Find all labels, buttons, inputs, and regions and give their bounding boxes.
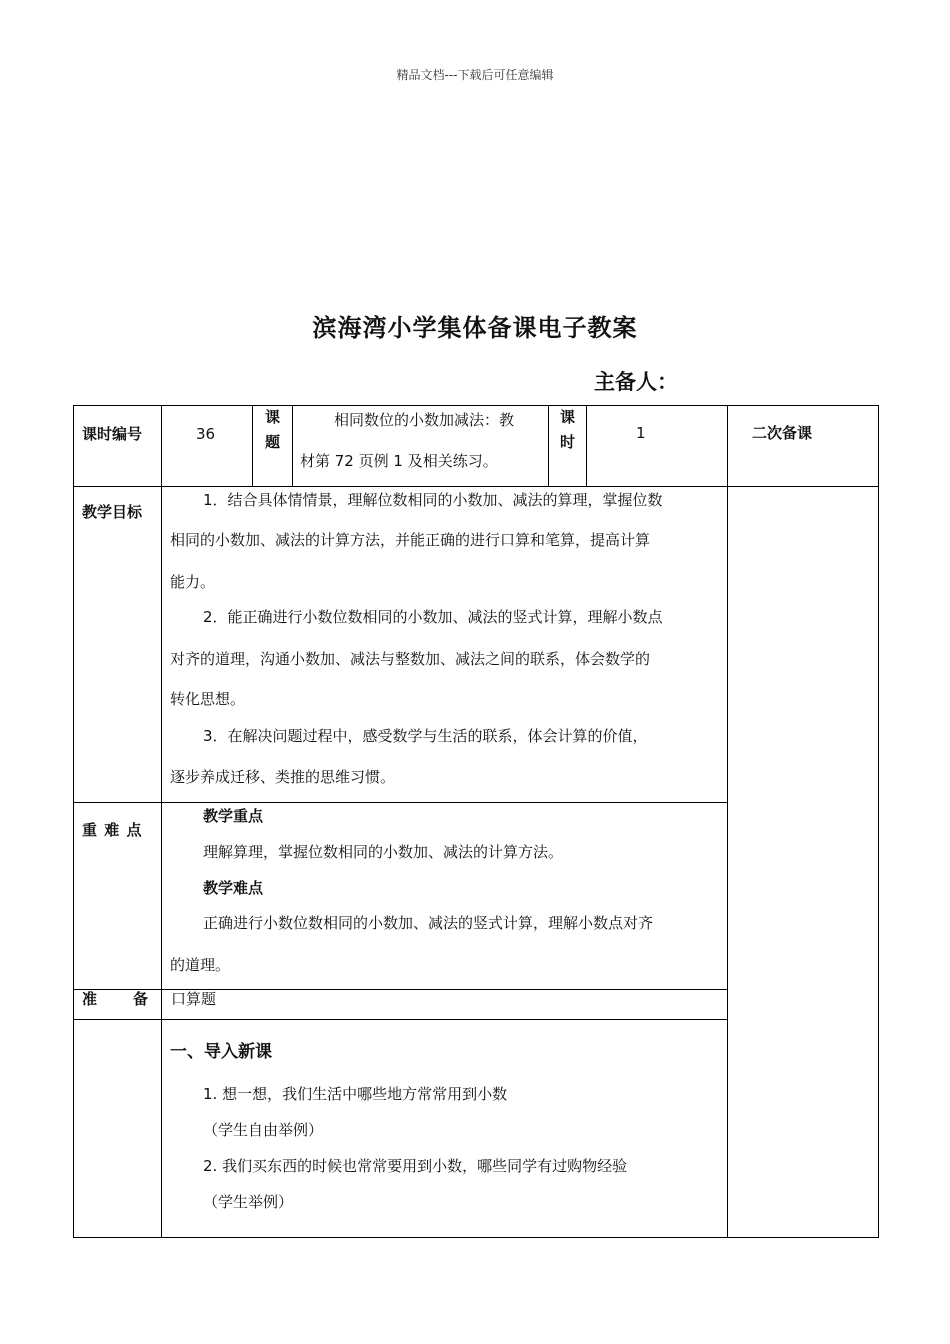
lesson-number-label: 课时编号: [82, 425, 143, 443]
key-points-label: 重 难 点: [82, 821, 143, 839]
row-divider: [73, 802, 728, 803]
table-border-bottom: [73, 1237, 879, 1238]
process-item: 2. 我们买东西的时候也常常要用到小数，哪些同学有过购物经验: [203, 1157, 628, 1175]
period-value: 1: [636, 424, 646, 442]
objective-line: 能力。: [170, 573, 216, 591]
objectives-label: 教学目标: [82, 503, 143, 521]
topic-label-char-2: 题: [265, 433, 281, 451]
objective-line: 3．在解决问题过程中，感受数学与生活的联系，体会计算的价值，: [203, 727, 648, 745]
process-item: （学生举例）: [203, 1193, 294, 1211]
objective-line: 相同的小数加、减法的计算方法，并能正确的进行口算和笔算，提高计算: [170, 531, 651, 549]
second-prep-header: 二次备课: [752, 424, 813, 442]
preparation-label-char-1: 准: [82, 990, 98, 1008]
teaching-difficulty-heading: 教学难点: [203, 879, 264, 897]
section-heading-intro: 一、导入新课: [170, 1042, 272, 1062]
table-border-left: [73, 405, 74, 1238]
process-item: （学生自由举例）: [203, 1121, 324, 1139]
preparation-content: 口算题: [171, 990, 217, 1008]
preparer-label: 主备人：: [594, 370, 678, 394]
process-item: 1. 想一想，我们生活中哪些地方常常用到小数: [203, 1085, 508, 1103]
column-divider: [727, 405, 728, 1238]
teaching-difficulty-line: 正确进行小数位数相同的小数加、减法的竖式计算，理解小数点对齐: [203, 914, 654, 932]
column-divider: [548, 405, 549, 486]
lesson-number-value: 36: [196, 425, 216, 443]
table-border-top: [73, 405, 879, 406]
row-divider: [73, 486, 879, 487]
column-divider: [586, 405, 587, 486]
teaching-focus-heading: 教学重点: [203, 807, 264, 825]
period-label-char-2: 时: [560, 433, 576, 451]
teaching-focus-text: 理解算理，掌握位数相同的小数加、减法的计算方法。: [203, 843, 564, 861]
teaching-difficulty-line: 的道理。: [170, 956, 231, 974]
topic-label-char-1: 课: [265, 408, 281, 426]
table-border-right: [878, 405, 879, 1238]
column-divider: [161, 405, 162, 1238]
objective-line: 对齐的道理，沟通小数加、减法与整数加、减法之间的联系，体会数学的: [170, 650, 651, 668]
column-divider: [292, 405, 293, 486]
header-note: 精品文档---下载后可任意编辑: [396, 68, 554, 82]
objective-line: 1．结合具体情情景，理解位数相同的小数加、减法的算理，掌握位数: [203, 491, 663, 509]
period-label-char-1: 课: [560, 408, 576, 426]
topic-line-2: 材第 72 页例 1 及相关练习。: [300, 452, 498, 470]
row-divider: [73, 1019, 728, 1020]
objective-line: 转化思想。: [170, 690, 246, 708]
topic-line-1: 相同数位的小数加减法：教: [334, 411, 515, 429]
column-divider: [252, 405, 253, 486]
objective-line: 2．能正确进行小数位数相同的小数加、减法的竖式计算，理解小数点: [203, 608, 663, 626]
document-title: 滨海湾小学集体备课电子教案: [312, 314, 638, 342]
preparation-label-char-2: 备: [133, 990, 149, 1008]
objective-line: 逐步养成迁移、类推的思维习惯。: [170, 768, 396, 786]
